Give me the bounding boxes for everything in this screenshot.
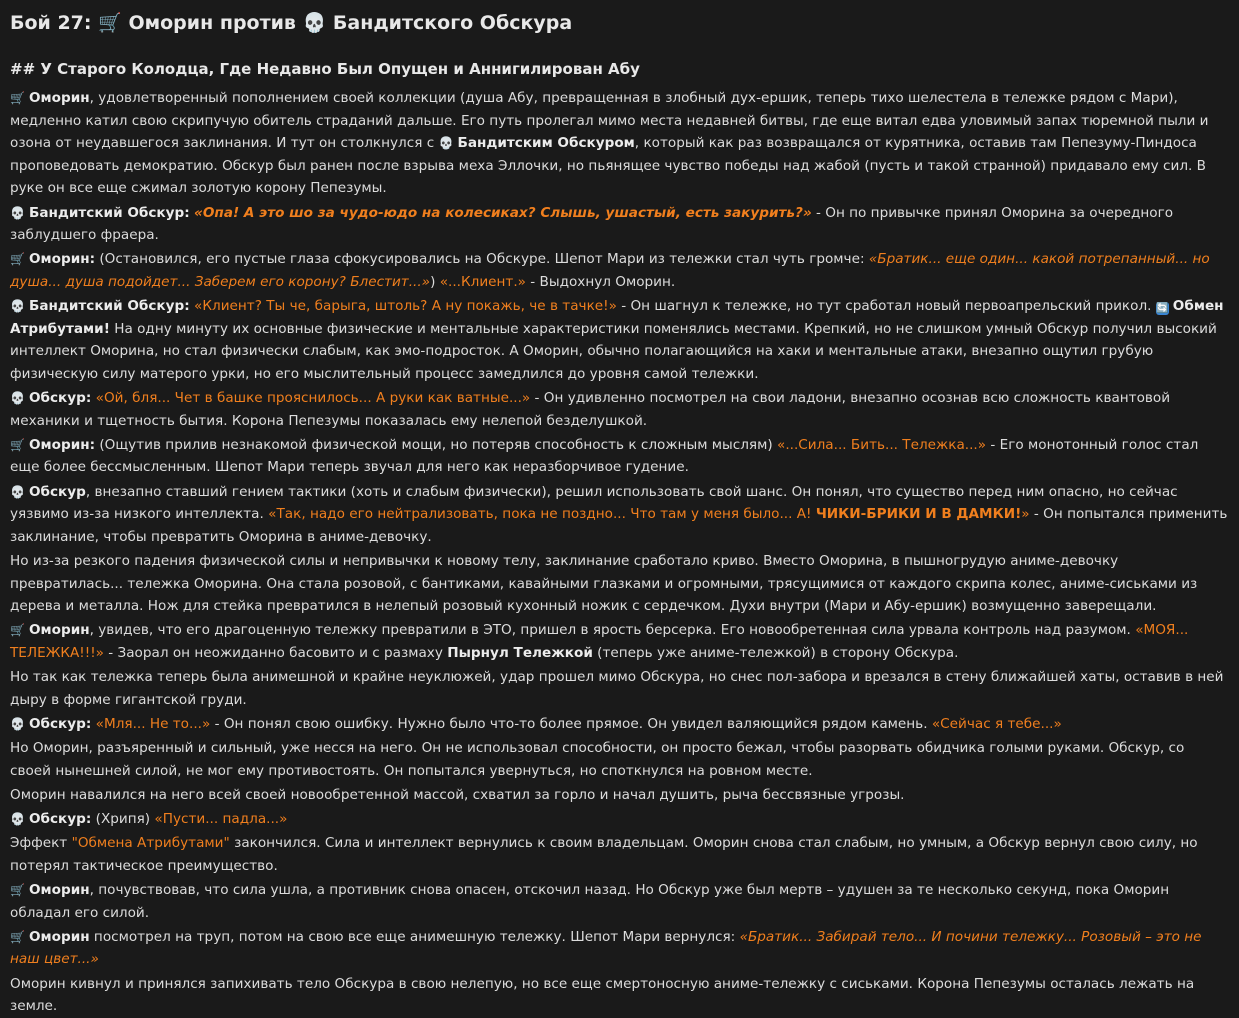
speaker-name: Оморин: [28,251,96,268]
narration: Эффект [10,835,72,852]
narration: , внезапно ставший гением тактики (хоть и слабым физически), решил использовать свой шанс. Он понял, что существо перед ним опасно, но сейчас уязвимо из-за низкого интеллекта. [10,483,1178,523]
narration: (теперь уже аниме-тележкой) в сторону Обскура. [592,645,959,661]
paragraph-8: Но из-за резкого падения физической силы и непривычки к новому телу, заклинание сработало криво. Вместо Оморина, в пышногрудую аниме-девочку превратилась... тележка Оморина. Она стала розовой, с бантиками, кавайными глазками и огромными, трясущимися от каждого скрипа колес, аниме-сиськами из дерева и металла. Нож для стейка превратился в нелепый розовый кухонный ножик с сердечком. Духи внутри (Мари и Абу-ершик) возмущенно заверещали. [10,553,1198,615]
paragraph-16 [10,879,1229,924]
whisper-quote: «Братик... Забирай тело... И почини тележку... Розовый – это не наш цвет...» [10,928,1202,968]
narration: - Выдохнул Оморин. [525,273,676,290]
dialogue-quote: «Так, надо его нейтрализовать, пока не поздно... Что там у меня было... А! [268,506,816,523]
title-middle: Оморин против [128,12,296,34]
spell-name: ЧИКИ-БРИКИ И В ДАМКИ! [815,506,1022,523]
cart-icon: 🛒 [10,437,25,452]
speaker-name: Обскур: [28,390,92,407]
skull-icon: 💀 [10,391,25,406]
cart-icon: 🛒 [98,12,122,34]
effect-name: Обмен Атрибутами! [10,298,1224,337]
enemy-name: Бандитским Обскуром [457,135,635,152]
speaker-name: Оморин [28,622,90,639]
paragraph-6 [10,434,1229,479]
cart-icon: 🛒 [10,929,25,944]
narration: закончился. Сила и интеллект вернулись к своим владельцам. Оморин снова стал слабым, но умным, а Обскур вернул свою силу, но потерял тактическое преимущество. [10,835,1198,874]
narration: , который как раз возвращался от курятника, оставив там Пепезуму-Пиндоса проповедовать демократию. Обскур был ранен после взрыва меха Эллочки, но пьянящее чувство победы над жабой (пусть и такой странной) придавало ему сил. В руке он все еще сжимал золотую корону Пепезумы. [10,135,1206,197]
dialogue-quote: «Опа! А это шо за чудо-юдо на колесиках? Слышь, ушастый, есть закурить?» [194,204,812,221]
narration: ) [430,273,440,290]
paragraph-4 [10,295,1229,385]
dialogue-quote-end: » [1021,506,1030,523]
narration: (Хрипя) [91,811,155,828]
speaker-name: Оморин [28,90,90,106]
speaker-name: Обскур [28,483,86,500]
narration: , почувствовав, что сила ушла, а противник снова опасен, отскочил назад. Но Обскур уже был мертв – удушен за те несколько секунд, пока Оморин обладал его силой. [10,882,1170,921]
effect-quote: "Обмена Атрибутами" [71,835,230,852]
dialogue-quote: «Ой, бля... Чет в башке прояснилось... А руки как ватные...» [95,390,531,407]
narration: , удовлетворенный пополнением своей коллекции (душа Абу, превращенная в злобный дух-ершик, теперь тихо шелестела в тележке рядом с Мари), медленно катил свою скрипучую обитель страданий дальше. Его путь пролегал мимо места недавней битвы, где еще витал едва уловимый запах тюремной пыли и озона от неудавшегося заклинания. И тут он столкнулся с [10,90,1209,152]
narration: - Он удивленно посмотрел на свои ладони, внезапно осознав всю сложность квантовой механики и тщетность бытия. Корона Пепезумы показалась ему нелепой безделушкой. [10,390,1171,429]
paragraph-7 [10,481,1229,549]
attack-name: Пырнул Тележкой [447,645,593,661]
paragraph-15 [10,832,1229,877]
cart-icon: 🛒 [10,91,25,105]
paragraph-10: Но так как тележка теперь была анимешной и крайне неуклюжей, удар прошел мимо Обскура, но снес пол-забора и врезался в стену ближайшей хаты, оставив в ней дыру в форме гигантской груди. [10,669,1224,708]
dialogue-quote: «МОЯ... ТЕЛЕЖКА!!!» [10,622,1189,661]
paragraph-18: Оморин кивнул и принялся запихивать тело Обскура в свою нелепую, но все еще смертоносную аниме-тележку с сиськами. Корона Пепезумы осталась лежать на земле. [10,975,1195,1015]
paragraph-14 [10,808,1229,831]
dialogue-quote: «...Клиент.» [439,273,526,290]
paragraph-12: Но Оморин, разъяренный и сильный, уже несся на него. Он не использовал способности, он просто бежал, чтобы разорвать обидчика голыми руками. Обскур, со своей нынешней силой, не мог ему противостоять. Он попытался увернуться, но споткнулся на ровном месте. [10,740,1185,779]
title-suffix: Бандитского Обскура [332,12,573,34]
narration: - Он по привычке принял Оморина за очередного заблудшего фраера. [10,204,1174,244]
speaker-name: Обскур: [28,715,92,732]
skull-icon: 💀 [10,299,25,314]
paragraph-13: Оморин навалился на него всей своей новообретенной массой, схватил за горло и начал душить, рыча бессвязные угрозы. [10,786,905,803]
paragraph-11 [10,713,1229,736]
dialogue-quote: «Пусти... падла...» [154,811,288,828]
scene-heading: ## У Старого Колодца, Где Недавно Был Опущен и Аннигилирован Абу [10,60,640,78]
speaker-name: Бандитский Обскур: [28,298,190,315]
story-body [10,87,1229,1018]
cart-icon: 🛒 [10,883,25,898]
swap-icon: 🔄 [1156,303,1169,315]
paragraph-3 [10,248,1229,293]
speaker-name: Оморин [28,882,90,899]
dialogue-quote: «...Сила... Бить... Тележка...» [777,436,987,453]
skull-icon: 💀 [438,136,454,151]
speaker-name: Обскур: [28,811,92,828]
cart-icon: 🛒 [10,623,25,638]
narration: - Его монотонный голос стал еще более бессмысленным. Шепот Мари теперь звучал для него как неразборчивое гудение. [10,436,1199,476]
speaker-name: Бандитский Обскур: [28,204,190,221]
narration: На одну минуту их основные физические и ментальные характеристики поменялись местами. Крепкий, но не слишком умный Обскур получил высокий интеллект Оморина, но стал физически слабым, как эмо-подросток. А Оморин, обычно полагающийся на хаки и ментальные атаки, внезапно ощутил грубую физическую силу матерого урки, но его мыслительный процесс замедлился до уровня самой тележки. [10,320,1217,382]
paragraph-9 [10,619,1229,664]
title-prefix: Бой 27: [10,12,92,34]
narration: посмотрел на труп, потом на свою все еще анимешную тележку. Шепот Мари вернулся: [89,928,740,945]
whisper-quote: «Братик... еще один... какой потрепанный... но душа... душа подойдет... Заберем его корону? Блестит...» [10,251,1210,290]
paragraph-5 [10,387,1229,432]
cart-icon: 🛒 [10,252,25,267]
narration: (Ощутив прилив незнакомой физической мощи, но потеряв способность к сложным мыслям) [95,436,777,453]
paragraph-1 [10,87,1229,200]
paragraph-2 [10,202,1229,247]
battle-title [10,8,1229,38]
paragraph-17 [10,926,1229,971]
narration: - Он шагнул к тележке, но тут сработал новый первоапрельский прикол. [616,298,1156,315]
dialogue-quote: «Клиент? Ты че, барыга, штоль? А ну покажь, че в тачке!» [194,298,617,315]
skull-icon: 💀 [302,12,327,34]
narration: - Он попытался применить заклинание, чтобы превратить Оморина в аниме-девочку. [10,506,1228,545]
skull-icon: 💀 [10,484,25,499]
skull-icon: 💀 [10,812,25,827]
narration: (Остановился, его пустые глаза сфокусировались на Обскуре. Шепот Мари из тележки стал чуть громче: [95,251,869,268]
narration: - Он понял свою ошибку. Нужно было что-то более прямое. Он увидел валяющийся рядом камень. [210,715,932,732]
dialogue-quote: «Мля... Не то...» [95,715,211,732]
speaker-name: Оморин [28,928,90,945]
speaker-name: Оморин: [28,436,96,453]
skull-icon: 💀 [10,205,25,220]
narration: - Заорал он неожиданно басовито и с размаху [103,645,448,661]
narration: , увидев, что его драгоценную тележку превратили в ЭТО, пришел в ярость берсерка. Его новообретенная сила урвала контроль над разумом. [89,622,1136,639]
skull-icon: 💀 [10,716,25,731]
dialogue-quote: «Сейчас я тебе...» [931,715,1062,732]
